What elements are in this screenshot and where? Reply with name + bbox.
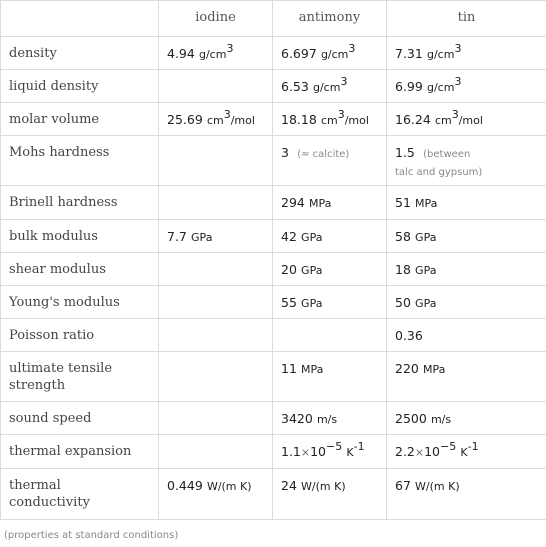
cell-tin: 0.36: [387, 319, 546, 352]
cell-tin: 1.5 (between talc and gypsum): [387, 136, 546, 186]
cell-antimony: [273, 319, 387, 352]
row-label: molar volume: [1, 103, 159, 136]
cell-iodine: 7.7 GPa: [159, 220, 273, 253]
cell-iodine: [159, 186, 273, 220]
cell-iodine: [159, 136, 273, 186]
cell-antimony: 294 MPa: [273, 186, 387, 220]
cell-tin: $2.2\times 10^{-5}$ $K^{-1}$: [387, 435, 546, 469]
row-mohs-hardness: [1, 136, 546, 186]
cell-iodine: [159, 435, 273, 469]
row-label: thermal conductivity: [1, 469, 159, 520]
row-thermal-conductivity: [1, 469, 546, 520]
header-tin: tin: [387, 1, 546, 37]
cell-antimony: 18.18 $cm^3$/mol: [273, 103, 387, 136]
row-sound-speed: [1, 402, 546, 435]
row-liquid-density: [1, 70, 546, 103]
cell-iodine: [159, 319, 273, 352]
header-iodine: iodine: [159, 1, 273, 37]
header-antimony: antimony: [273, 1, 387, 37]
cell-iodine: 0.449 W/(m K): [159, 469, 273, 520]
row-density: [1, 37, 546, 70]
row-molar-volume: [1, 103, 546, 136]
cell-iodine: [159, 253, 273, 286]
cell-antimony: 6.53 $g/cm^3$: [273, 70, 387, 103]
cell-tin: 7.31 $g/cm^3$: [387, 37, 546, 70]
row-label: Young's modulus: [1, 286, 159, 319]
cell-iodine: 25.69 $cm^3$/mol: [159, 103, 273, 136]
cell-tin: 2500 m/s: [387, 402, 546, 435]
row-poisson-ratio: [1, 319, 546, 352]
row-youngs-modulus: [1, 286, 546, 319]
cell-antimony: $1.1\times 10^{-5}$ $K^{-1}$: [273, 435, 387, 469]
cell-antimony: 20 GPa: [273, 253, 387, 286]
cell-tin: 67 W/(m K): [387, 469, 546, 520]
row-label: Brinell hardness: [1, 186, 159, 220]
cell-antimony: 55 GPa: [273, 286, 387, 319]
cell-tin: 6.99 $g/cm^3$: [387, 70, 546, 103]
row-label: Poisson ratio: [1, 319, 159, 352]
row-label: sound speed: [1, 402, 159, 435]
cell-tin: 220 MPa: [387, 352, 546, 402]
cell-antimony: 42 GPa: [273, 220, 387, 253]
row-thermal-expansion: [1, 435, 546, 469]
row-label: bulk modulus: [1, 220, 159, 253]
row-label: thermal expansion: [1, 435, 159, 469]
cell-tin: 18 GPa: [387, 253, 546, 286]
cell-iodine: [159, 352, 273, 402]
header-empty: [1, 1, 159, 37]
cell-tin: 16.24 $cm^3$/mol: [387, 103, 546, 136]
cell-tin: 58 GPa: [387, 220, 546, 253]
row-bulk-modulus: [1, 220, 546, 253]
row-brinell-hardness: [1, 186, 546, 220]
row-label: shear modulus: [1, 253, 159, 286]
row-label: density: [1, 37, 159, 70]
cell-antimony: 24 W/(m K): [273, 469, 387, 520]
footnote: (properties at standard conditions): [4, 530, 179, 541]
header-row: [1, 1, 546, 37]
cell-tin: 51 MPa: [387, 186, 546, 220]
cell-iodine: [159, 402, 273, 435]
cell-iodine: [159, 286, 273, 319]
row-ultimate-tensile-strength: [1, 352, 546, 402]
cell-iodine: [159, 70, 273, 103]
cell-antimony: 3 (≈ calcite): [273, 136, 387, 186]
row-label: liquid density: [1, 70, 159, 103]
row-label: ultimate tensile strength: [1, 352, 159, 402]
cell-antimony: 11 MPa: [273, 352, 387, 402]
row-label: Mohs hardness: [1, 136, 159, 186]
cell-antimony: 6.697 $g/cm^3$: [273, 37, 387, 70]
row-shear-modulus: [1, 253, 546, 286]
cell-antimony: 3420 m/s: [273, 402, 387, 435]
cell-iodine: 4.94 $g/cm^3$: [159, 37, 273, 70]
cell-tin: 50 GPa: [387, 286, 546, 319]
